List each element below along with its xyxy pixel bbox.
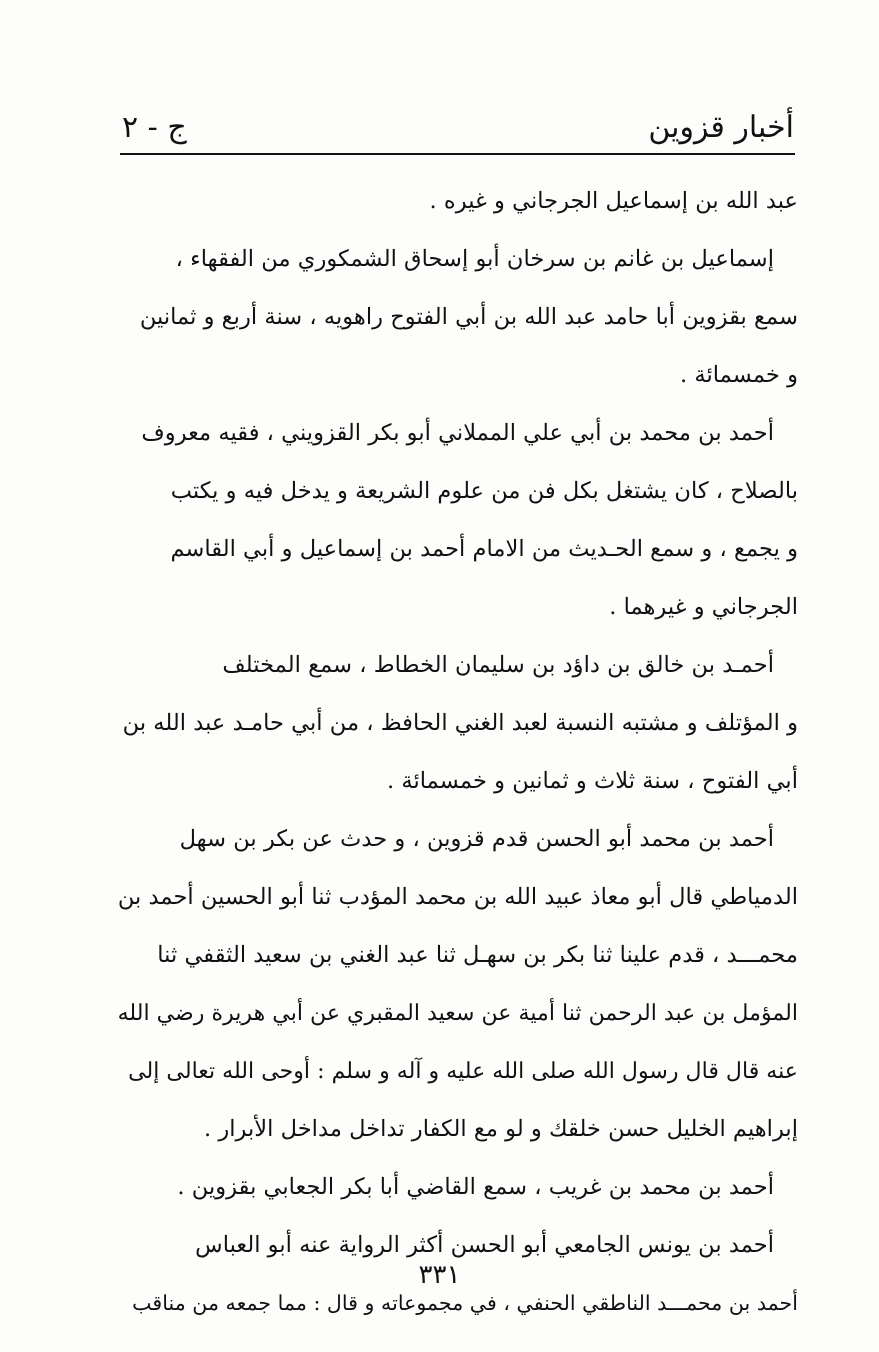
header-rule xyxy=(120,153,795,155)
text-line: أحمد بن محمـــد الناطقي الحنفي ، في مجموعاته و قال : مما جمعه من مناقب xyxy=(132,1291,798,1315)
running-title: أخبار قزوين xyxy=(648,110,794,145)
entry-start-line: أحمد بن محمد بن أبي علي المملاني أبو بكر القزويني ، فقيه معروف xyxy=(141,420,774,446)
page-header xyxy=(122,108,794,152)
text-line: أبي الفتوح ، سنة ثلاث و ثمانين و خمسمائة . xyxy=(387,768,798,794)
entry-start-line: إسماعيل بن غانم بن سرخان أبو إسحاق الشمكوري من الفقهاء ، xyxy=(175,246,774,272)
text-line: عنه قال قال رسول الله صلى الله عليه و آله و سلم : أوحى الله تعالى إلى xyxy=(128,1058,798,1084)
text-line: عبد الله بن إسماعيل الجرجاني و غيره . xyxy=(429,188,798,214)
text-line: الجرجاني و غيرهما . xyxy=(609,594,798,620)
entry-start-line: أحمد بن يونس الجامعي أبو الحسن أكثر الرواية عنه أبو العباس xyxy=(195,1232,774,1258)
text-line: إبراهيم الخليل حسن خلقك و لو مع الكفار تداخل مداخل الأبرار . xyxy=(203,1116,798,1142)
volume-label: ج - ٢ xyxy=(122,110,187,145)
entry-start-line: أحمد بن محمد أبو الحسن قدم قزوين ، و حدث عن بكر بن سهل xyxy=(179,826,774,852)
entry-start-line: أحمـد بن خالق بن داؤد بن سليمان الخطاط ، سمع المختلف xyxy=(222,652,774,678)
text-line: و المؤتلف و مشتبه النسبة لعبد الغني الحافظ ، من أبي حامـد عبد الله بن xyxy=(122,710,798,736)
page-number: ٣٣١ xyxy=(418,1260,461,1290)
text-line: المؤمل بن عبد الرحمن ثنا أمية عن سعيد المقبري عن أبي هريرة رضي الله xyxy=(117,1000,798,1026)
text-line: و يجمع ، و سمع الحـديث من الامام أحمد بن إسماعيل و أبي القاسم xyxy=(170,536,798,562)
entry-start-line: أحمد بن محمد بن غريب ، سمع القاضي أبا بكر الجعابي بقزوين . xyxy=(177,1174,774,1200)
text-line: و خمسمائة . xyxy=(680,362,798,388)
text-line: سمع بقزوين أبا حامد عبد الله بن أبي الفتوح راهويه ، سنة أربع و ثمانين xyxy=(139,304,798,330)
text-line: محمـــد ، قدم علينا ثنا بكر بن سهـل ثنا عبد الغني بن سعيد الثقفي ثنا xyxy=(157,942,798,968)
body-text xyxy=(118,172,798,1332)
text-line: الدمياطي قال أبو معاذ عبيد الله بن محمد المؤدب ثنا أبو الحسين أحمد بن xyxy=(117,884,798,910)
text-line: بالصلاح ، كان يشتغل بكل فن من علوم الشريعة و يدخل فيه و يكتب xyxy=(170,478,798,504)
